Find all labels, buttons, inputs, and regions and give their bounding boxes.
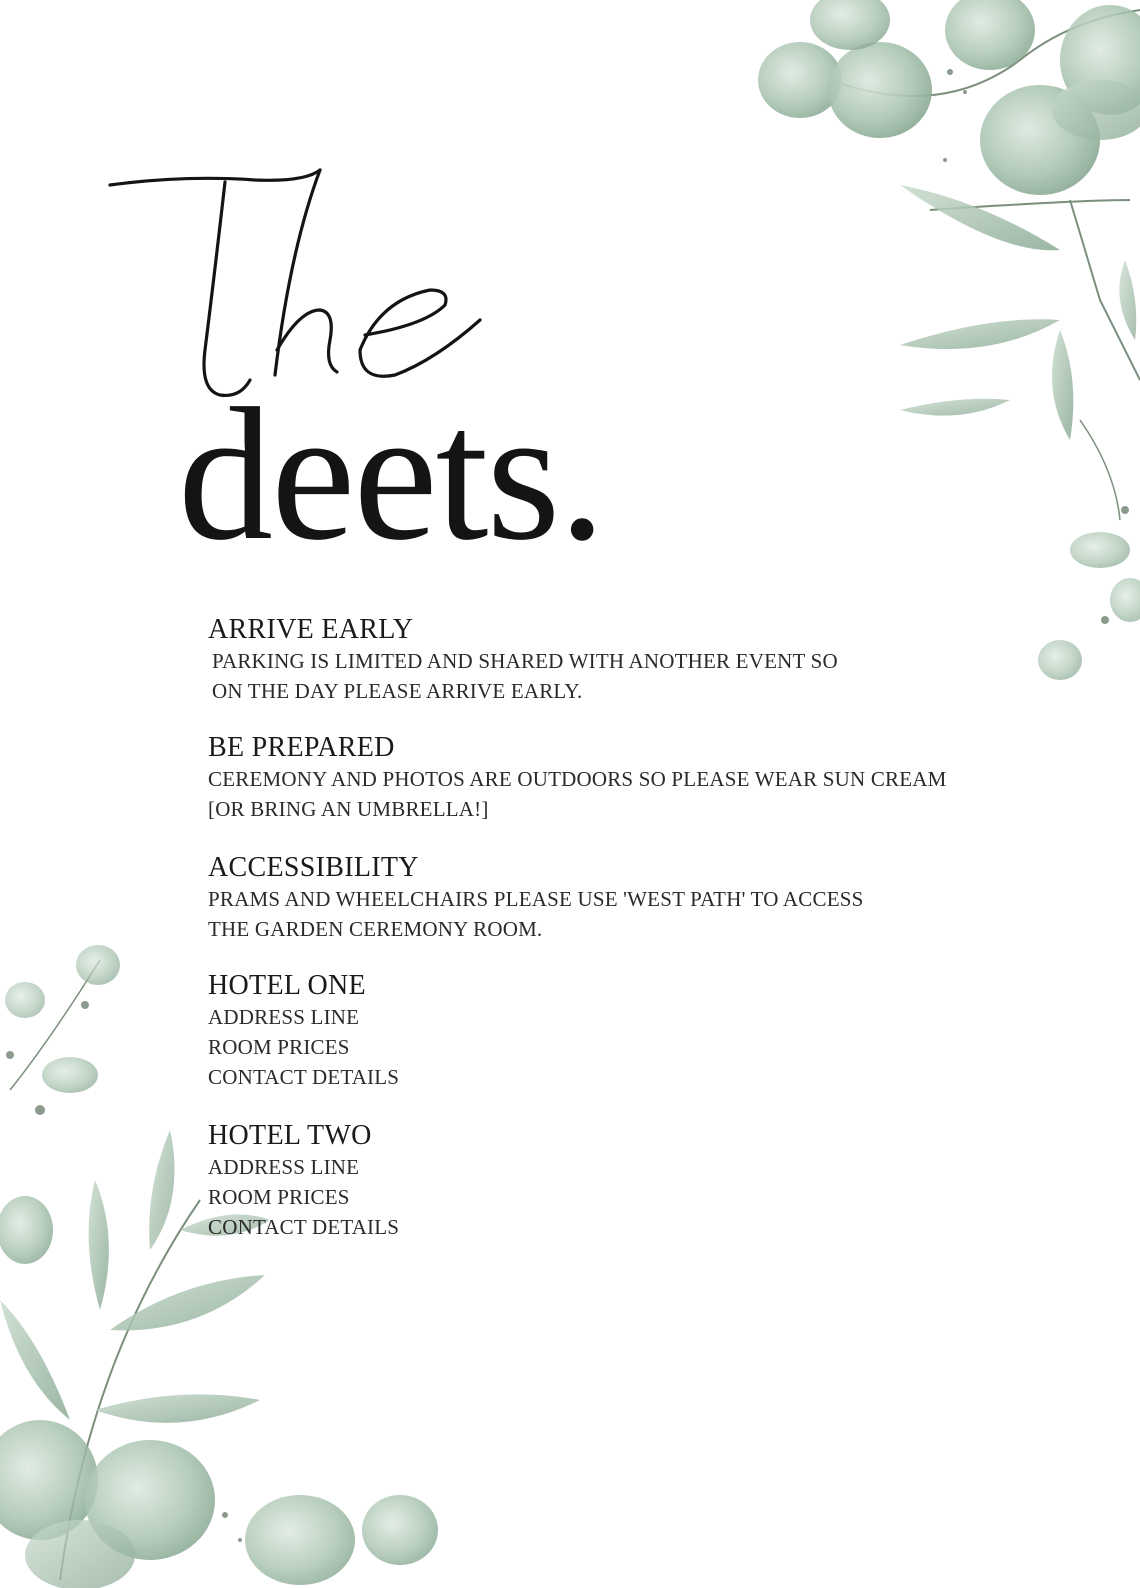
section-arrive-early <box>208 614 1028 706</box>
section-heading: HOTEL TWO <box>208 1120 372 1151</box>
section-accessibility <box>208 852 1028 944</box>
section-hotel-two <box>208 1120 1028 1242</box>
section-line: ADDRESS LINE <box>208 1155 360 1179</box>
details-list <box>208 614 1028 1242</box>
section-be-prepared <box>208 732 1028 824</box>
section-hotel-one <box>208 970 1028 1092</box>
section-line: CONTACT DETAILS <box>208 1065 400 1089</box>
section-heading: ARRIVE EARLY <box>208 614 414 645</box>
section-line: CONTACT DETAILS <box>208 1215 400 1239</box>
eucalyptus-top-right-decoration <box>740 0 1140 700</box>
section-line: PRAMS AND WHEELCHAIRS PLEASE USE 'WEST PATH' TO ACCESS <box>208 887 864 911</box>
section-heading: HOTEL ONE <box>208 970 366 1001</box>
section-line: ON THE DAY PLEASE ARRIVE EARLY. <box>212 679 583 703</box>
section-heading: BE PREPARED <box>208 732 395 763</box>
title-serif-deets: deets. <box>178 370 604 580</box>
section-line: THE GARDEN CEREMONY ROOM. <box>208 917 543 941</box>
section-line: ROOM PRICES <box>208 1185 350 1209</box>
section-line: [OR BRING AN UMBRELLA!] <box>208 797 489 821</box>
section-heading: ACCESSIBILITY <box>208 852 419 883</box>
section-line: PARKING IS LIMITED AND SHARED WITH ANOTHER EVENT SO <box>212 649 838 673</box>
section-line: ADDRESS LINE <box>208 1005 360 1029</box>
section-line: ROOM PRICES <box>208 1035 350 1059</box>
section-line: CEREMONY AND PHOTOS ARE OUTDOORS SO PLEASE WEAR SUN CREAM <box>208 767 947 791</box>
